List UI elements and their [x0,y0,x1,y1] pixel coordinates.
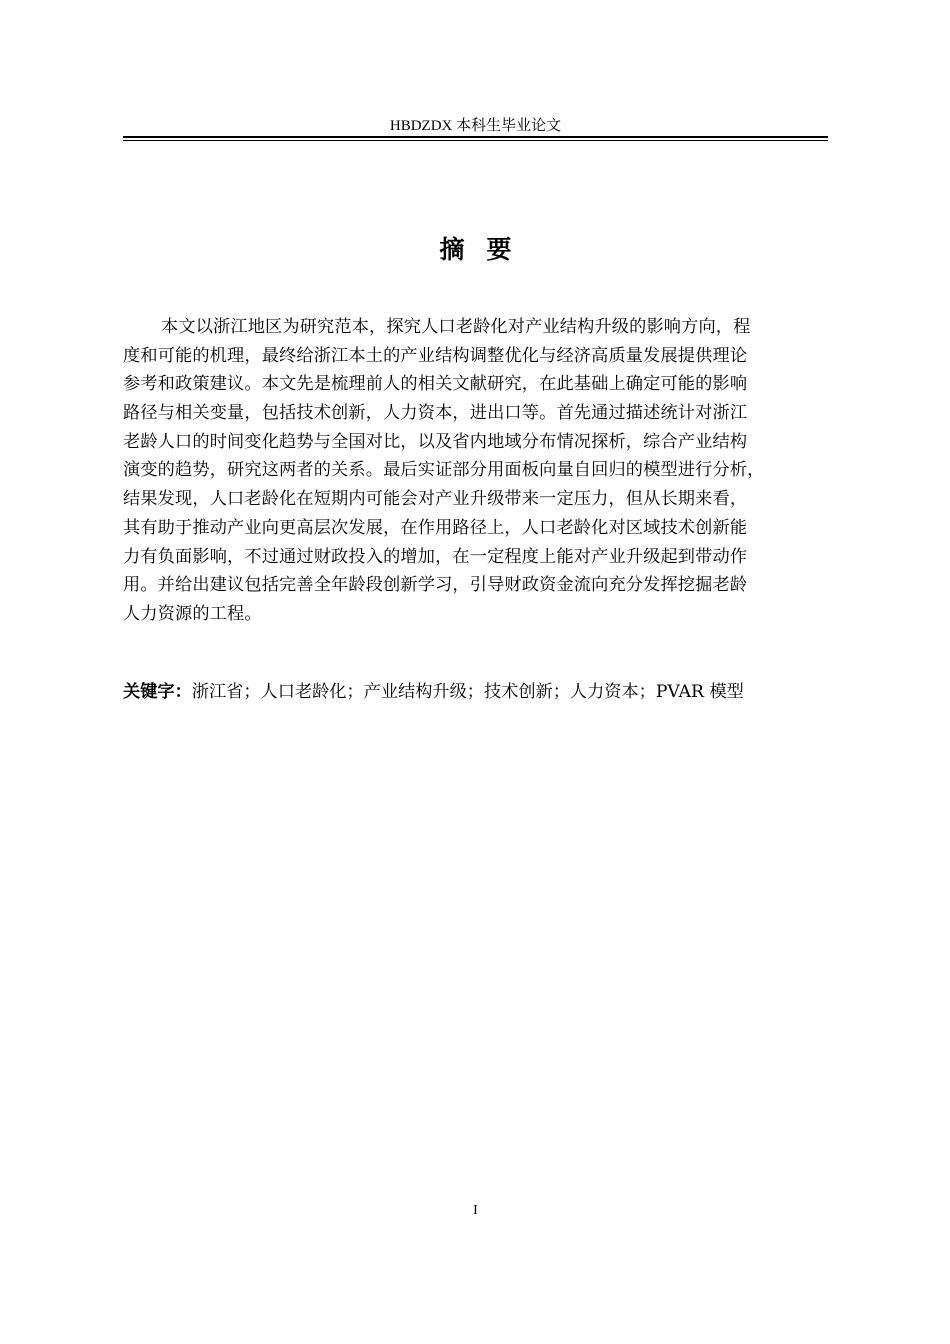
abstract-title [123,232,828,268]
abstract-line: 本文以浙江地区为研究范本，探究人口老龄化对产业结构升级的影响方向，程 [161,317,751,337]
abstract-line: 演变的趋势，研究这两者的关系。最后实证部分用面板向量自回归的模型进行分析， [123,460,765,481]
abstract-line: 路径与相关变量，包括技术创新，人力资本，进出口等。首先通过描述统计对浙江 [123,403,748,424]
running-header-title: HBDZDX 本科生毕业论文 [389,118,562,134]
page-number: I [473,1203,478,1218]
abstract-title-char-2: 要 [486,235,512,264]
abstract-line: 度和可能的机理，最终给浙江本土的产业结构调整优化与经济高质量发展提供理论 [123,345,748,366]
abstract-line: 其有助于推动产业向更高层次发展，在作用路径上，人口老龄化对区域技术创新能 [123,517,748,538]
header-rule-thin [123,140,828,141]
abstract-line: 人力资源的工程。 [123,603,262,624]
abstract-title-char-1: 摘 [439,235,465,264]
abstract-line: 老龄人口的时间变化趋势与全国对比，以及省内地域分布情况探析，综合产业结构 [123,431,748,452]
keywords-text: 浙江省；人口老龄化；产业结构升级；技术创新；人力资本；PVAR 模型 [191,682,744,702]
header-rule-thick [123,136,828,138]
abstract-line: 用。并给出建议包括完善全年龄段创新学习，引导财政资金流向充分发挥挖掘老龄 [123,575,748,596]
abstract-line: 参考和政策建议。本文先是梳理前人的相关文献研究，在此基础上确定可能的影响 [123,374,748,395]
keywords [123,678,828,706]
abstract-line: 力有负面影响，不过通过财政投入的增加，在一定程度上能对产业升级起到带动作 [123,546,748,567]
abstract-line: 结果发现，人口老龄化在短期内可能会对产业升级带来一定压力，但从长期来看， [123,489,748,510]
abstract-body [123,313,831,629]
keywords-label: 关键字： [123,682,192,702]
